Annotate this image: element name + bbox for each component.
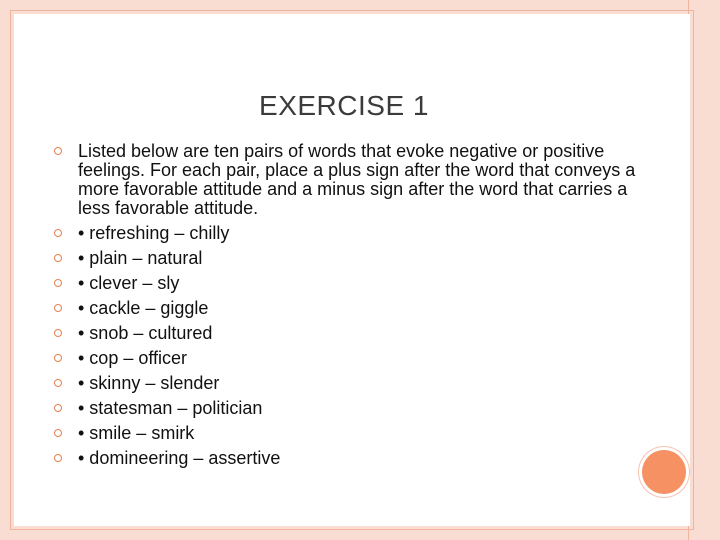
hollow-circle-bullet-icon xyxy=(54,254,62,262)
list-item-text: • refreshing – chilly xyxy=(78,223,230,243)
list-item-text: • clever – sly xyxy=(78,273,180,293)
list-item-text: • snob – cultured xyxy=(78,323,213,343)
list-item-text: • plain – natural xyxy=(78,248,203,268)
list-item xyxy=(54,399,654,418)
list-item xyxy=(54,142,654,218)
list-item-text: • cop – officer xyxy=(78,348,188,368)
hollow-circle-bullet-icon xyxy=(54,404,62,412)
list-item xyxy=(54,249,654,268)
hollow-circle-bullet-icon xyxy=(54,329,62,337)
hollow-circle-bullet-icon xyxy=(54,379,62,387)
list-item-text: Listed below are ten pairs of words that evoke negative or positive feelings. For each pair, place a plus sign after the word that conveys a more favorable attitude and a minus sign after the word that carries a less favorable attitude. xyxy=(78,141,636,218)
hollow-circle-bullet-icon xyxy=(54,454,62,462)
hollow-circle-bullet-icon xyxy=(54,429,62,437)
hollow-circle-bullet-icon xyxy=(54,279,62,287)
exercise-list xyxy=(54,142,654,474)
list-item xyxy=(54,324,654,343)
hollow-circle-bullet-icon xyxy=(54,354,62,362)
list-item-text: • domineering – assertive xyxy=(78,448,281,468)
hollow-circle-bullet-icon xyxy=(54,229,62,237)
list-item xyxy=(54,374,654,393)
slide-title: EXERCISE 1 xyxy=(259,90,429,121)
hollow-circle-bullet-icon xyxy=(54,304,62,312)
hollow-circle-bullet-icon xyxy=(54,147,62,155)
content-panel xyxy=(14,14,690,526)
list-item xyxy=(54,299,654,318)
list-item xyxy=(54,349,654,368)
list-item xyxy=(54,424,654,443)
list-item xyxy=(54,274,654,293)
list-item-text: • smile – smirk xyxy=(78,423,195,443)
list-item xyxy=(54,449,654,468)
list-item-text: • cackle – giggle xyxy=(78,298,209,318)
list-item xyxy=(54,224,654,243)
list-item-text: • skinny – slender xyxy=(78,373,220,393)
list-item-text: • statesman – politician xyxy=(78,398,263,418)
decorative-circle-icon xyxy=(642,450,686,494)
